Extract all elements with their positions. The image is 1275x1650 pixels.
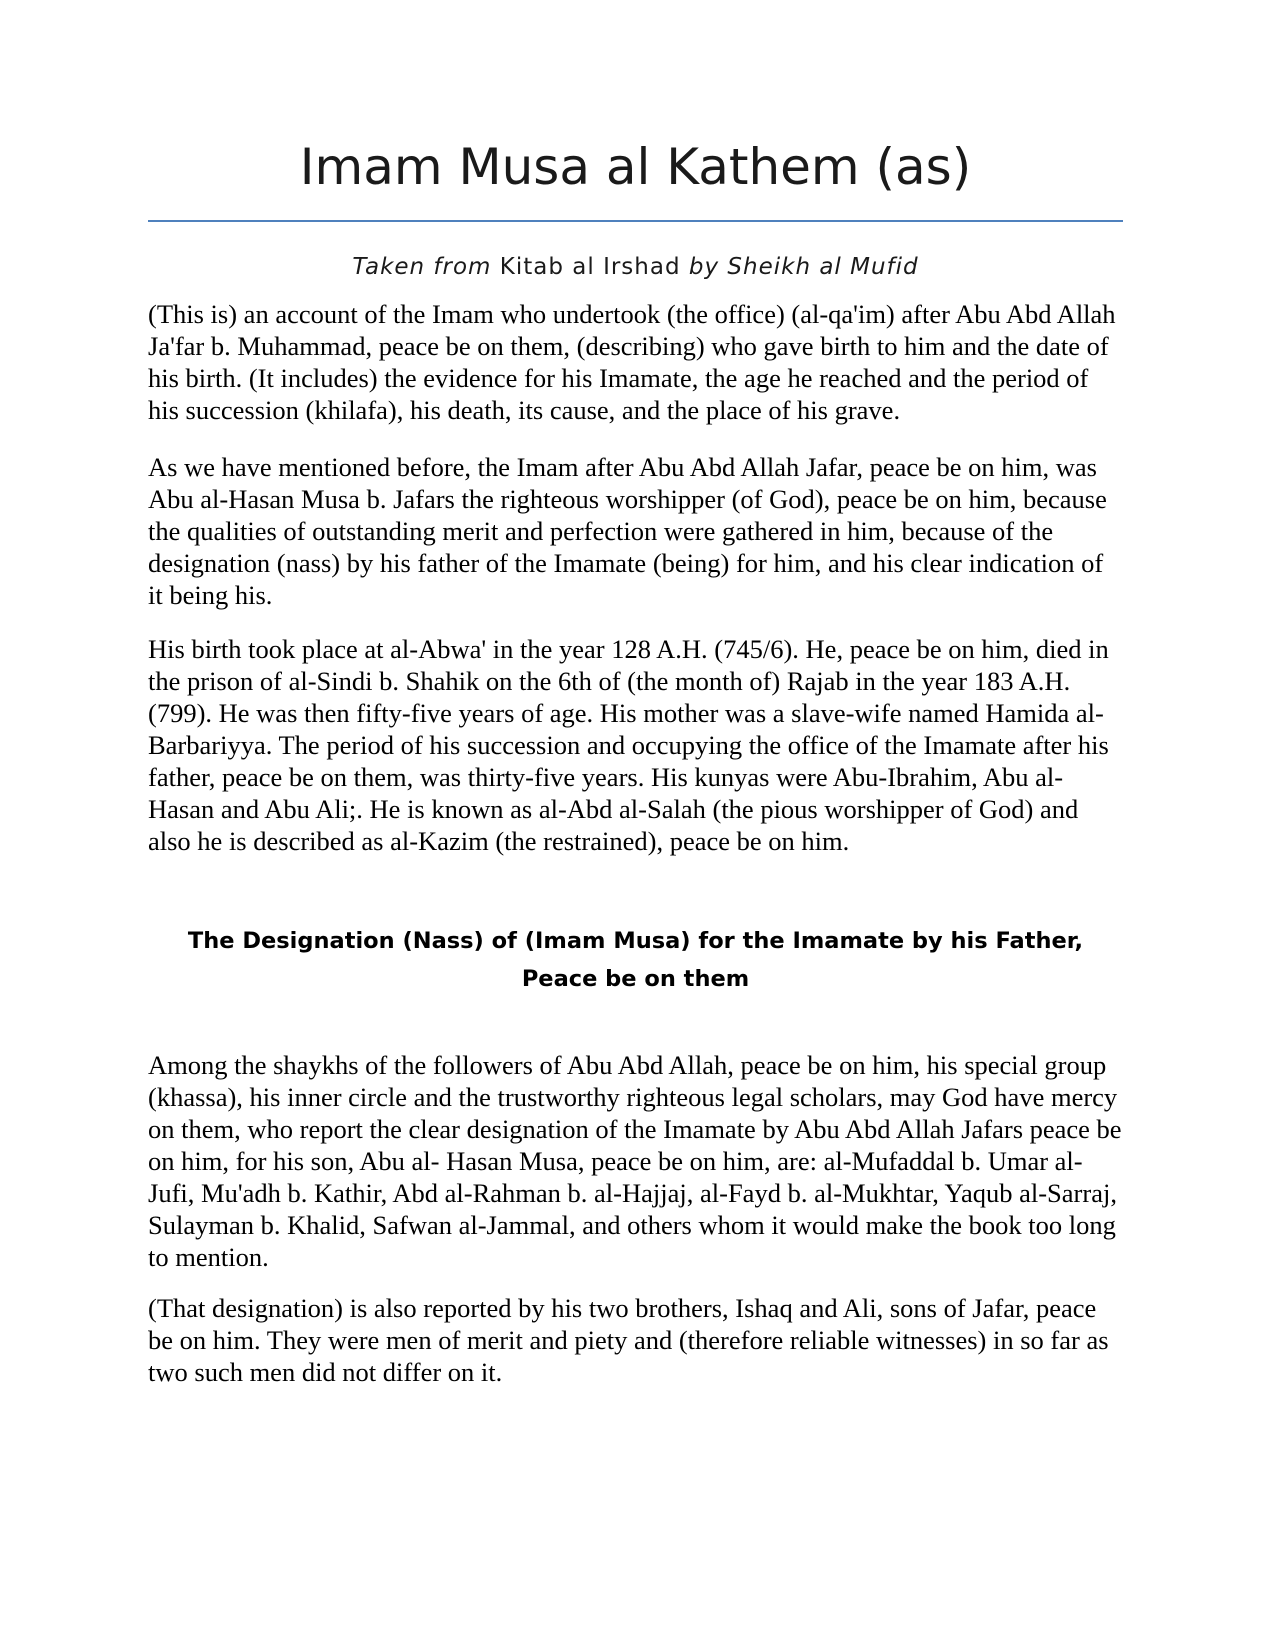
section-heading-line-1: The Designation (Nass) of (Imam Musa) for the Imamate by his Father,: [187, 928, 1084, 954]
document-title: Imam Musa al Kathem (as): [299, 138, 972, 196]
document-subtitle: [148, 254, 1123, 280]
paragraph-intro: (This is) an account of the Imam who undertook (the office) (al-qa'im) after Abu Abd Allah Ja'far b. Muhammad, peace be on them, (describing) who gave birth to him and the date of his birth. (It includes) the evidence for his Imamate, the age he reached and the period of his succession (khilafa), his death, its cause, and the place of his grave.: [148, 299, 1116, 425]
paragraph-narrators: Among the shaykhs of the followers of Abu Abd Allah, peace be on him, his special group (khassa), his inner circle and the trustworthy righteous legal scholars, may God have mercy on them, who report the clear designation of the Imamate by Abu Abd Allah Jafars peace be on him, for his son, Abu al- Hasan Musa, peace be on him, are: al-Mufaddal b. Umar al-Jufi, Mu'adh b. Kathir, Abd al-Rahman b. al-Hajjaj, al-Fayd b. al-Mukhtar, Yaqub al-Sarraj, Sulayman b. Khalid, Safwan al-Jammal, and others whom it would make the book too long to mention.: [148, 1050, 1122, 1272]
section-heading: [148, 922, 1123, 998]
section-heading-line-2: Peace be on them: [521, 966, 750, 992]
subtitle-prefix: Taken from: [352, 254, 492, 280]
paragraph-birth-death: His birth took place at al-Abwa' in the year 128 A.H. (745/6). He, peace be on him, died in the prison of al-Sindi b. Shahik on the 6th of (the month of) Rajab in the year 183 A.H. (799). He was then fifty-five years of age. His mother was a slave-wife named Hamida al-Barbariyya. The period of his succession and occupying the office of the Imamate after his father, peace be on them, was thirty-five years. His kunyas were Abu-Ibrahim, Abu al-Hasan and Abu Ali;. He is known as al-Abd al-Salah (the pious worshipper of God) and also he is described as al-Kazim (the restrained), peace be on him.: [148, 634, 1109, 856]
paragraph-imam-after: As we have mentioned before, the Imam after Abu Abd Allah Jafar, peace be on him, was Abu al-Hasan Musa b. Jafars the righteous worshipper (of God), peace be on him, because the qualities of outstanding merit and perfection were gathered in him, because of the designation (nass) by his father of the Imamate (being) for him, and his clear indication of it being his.: [148, 452, 1107, 610]
title-underline-rule: [148, 220, 1123, 222]
paragraph-brothers: (That designation) is also reported by his two brothers, Ishaq and Ali, sons of Jafar, peace be on him. They were men of merit and piety and (therefore reliable witnesses) in so far as two such men did not differ on it.: [148, 1293, 1109, 1387]
subtitle-book: Kitab al Irshad: [499, 254, 681, 280]
subtitle-suffix: by Sheikh al Mufid: [688, 254, 919, 280]
